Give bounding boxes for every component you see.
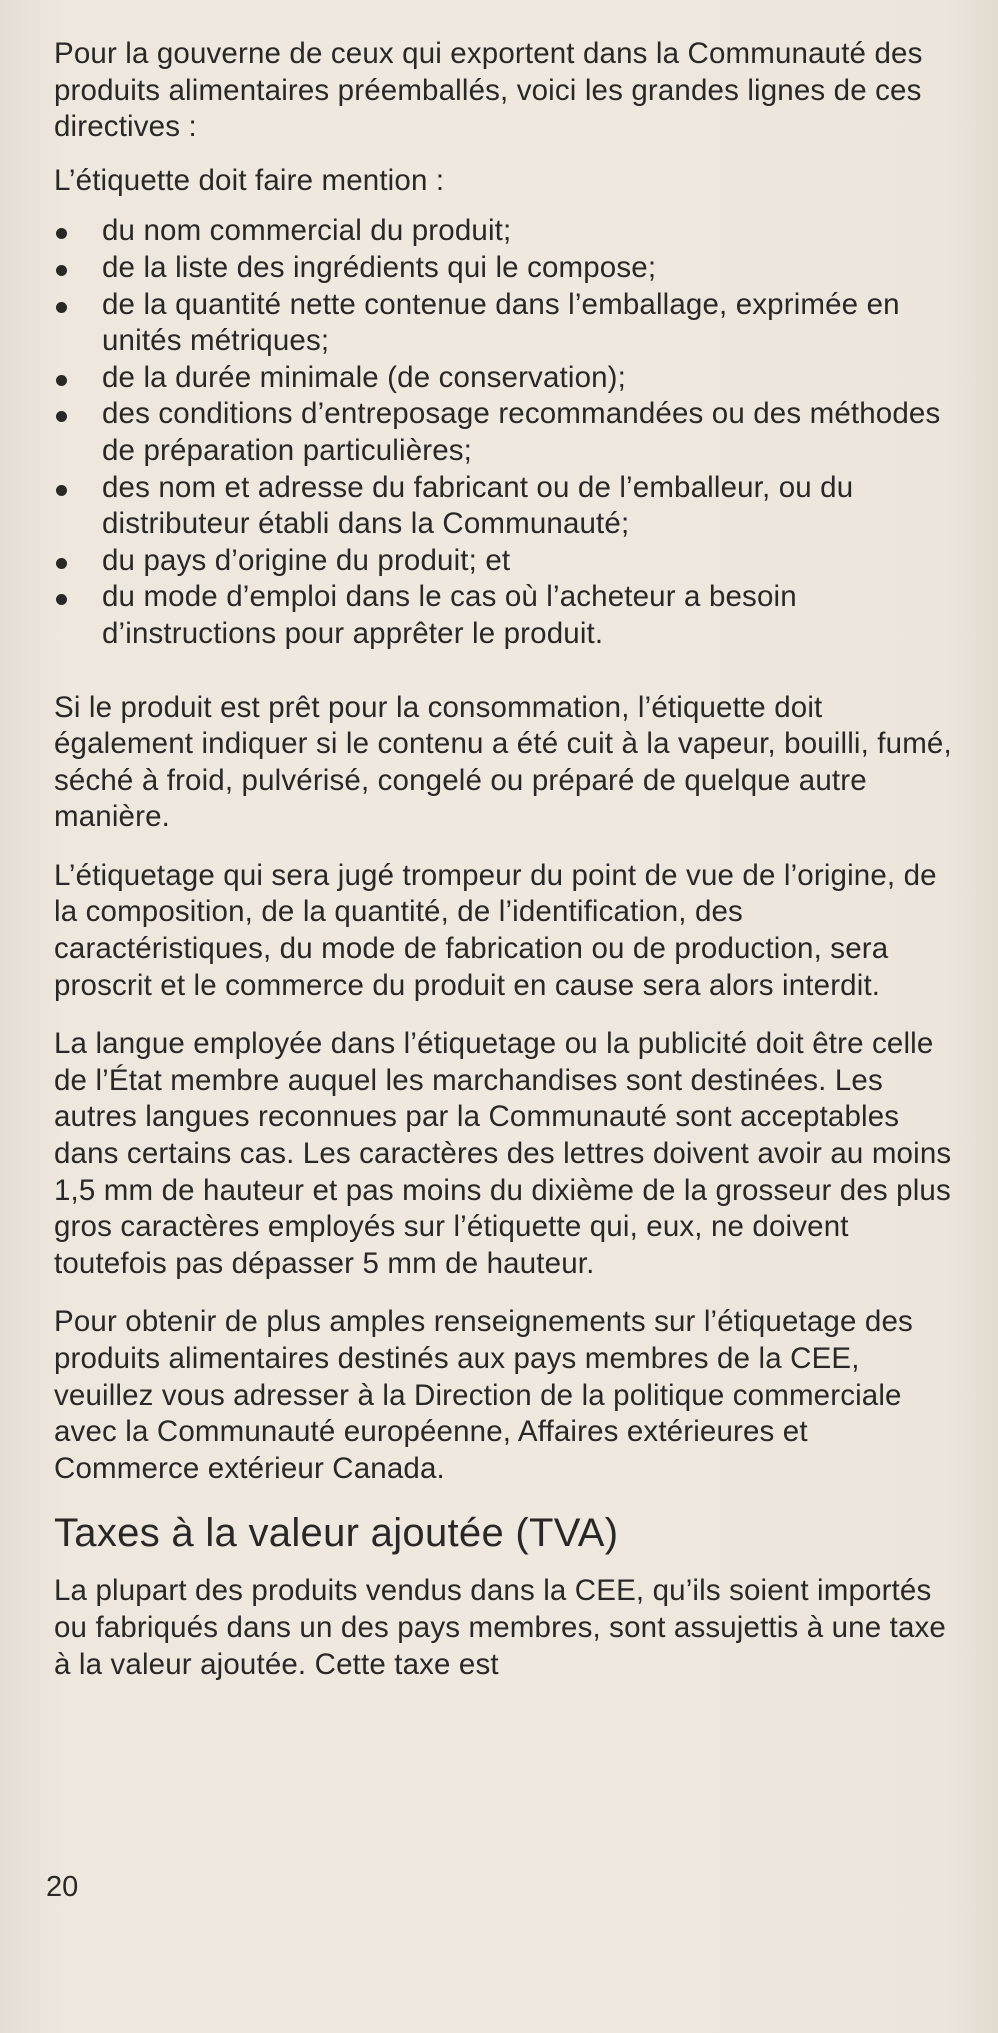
list-item <box>54 396 954 469</box>
list-item-text: du nom commercial du produit; <box>102 214 512 248</box>
list-item <box>54 213 954 250</box>
bullet-icon <box>56 411 67 422</box>
list-item-text: du mode d’emploi dans le cas où l’acheteur a besoin d’instructions pour apprêter le produit. <box>102 580 797 650</box>
list-item-text: des conditions d’entreposage recommandées ou des méthodes de préparation particulières; <box>102 397 941 467</box>
list-item <box>54 287 954 360</box>
section-paragraph: La plupart des produits vendus dans la CEE, qu’ils soient importés ou fabriqués dans un des pays membres, sont assujettis à une taxe à la valeur ajoutée. Cette taxe est <box>54 1574 946 1681</box>
bullet-icon <box>56 228 67 239</box>
list-item <box>54 579 954 652</box>
paragraph-misleading-labels: L’étiquetage qui sera jugé trompeur du point de vue de l’origine, de la composition, de la quantité, de l’identification, des caractéristiques, du mode de fabrication ou de production, sera proscrit et le commerce du produit en cause sera alors interdit. <box>54 858 937 1002</box>
bullet-icon <box>56 265 67 276</box>
label-requirements-lead: L’étiquette doit faire mention : <box>54 163 445 197</box>
section-heading: Taxes à la valeur ajoutée (TVA) <box>54 1511 619 1556</box>
bullet-icon <box>56 485 67 496</box>
paragraph-language: La langue employée dans l’étiquetage ou la publicité doit être celle de l’État membre auquel les marchandises sont destinées. Les autres langues reconnues par la Communauté sont acceptables dans certains cas. Les caractères des lettres doivent avoir au moins 1,5 mm de hauteur et pas moins du dixième de la grosseur des plus gros caractères employés sur l’étiquette qui, eux, ne doivent toutefois pas dépasser 5 mm de hauteur. <box>54 1027 952 1280</box>
page-number: 20 <box>46 1871 79 1903</box>
paragraph-more-info: Pour obtenir de plus amples renseignements sur l’étiquetage des produits alimentaires destinés aux pays membres de la CEE, veuillez vous adresser à la Direction de la politique commerciale avec la Communauté européenne, Affaires extérieures et Commerce extérieur Canada. <box>54 1305 913 1485</box>
intro-paragraph: Pour la gouverne de ceux qui exportent dans la Communauté des produits alimentaires préemballés, voici les grandes lignes de ces directives : <box>54 37 923 144</box>
list-item <box>54 543 954 580</box>
list-item-text: de la quantité nette contenue dans l’emballage, exprimée en unités métriques; <box>102 287 900 358</box>
bullet-icon <box>56 558 67 569</box>
label-requirements-list <box>54 213 954 652</box>
bullet-icon <box>56 302 67 313</box>
list-item-text: du pays d’origine du produit; et <box>102 543 511 577</box>
list-item <box>54 470 954 543</box>
bullet-icon <box>56 594 67 605</box>
list-item-text: de la liste des ingrédients qui le compose; <box>102 250 657 284</box>
page-content <box>54 36 954 1683</box>
list-item <box>54 250 954 287</box>
bullet-icon <box>56 375 67 386</box>
list-item-text: des nom et adresse du fabricant ou de l’emballeur, ou du distributeur établi dans la Communauté; <box>102 470 854 541</box>
paragraph-ready-to-eat: Si le produit est prêt pour la consommation, l’étiquette doit également indiquer si le contenu a été cuit à la vapeur, bouilli, fumé, séché à froid, pulvérisé, congelé ou préparé de quelque autre manière. <box>54 690 952 834</box>
list-item <box>54 360 954 397</box>
list-item-text: de la durée minimale (de conservation); <box>102 360 627 394</box>
